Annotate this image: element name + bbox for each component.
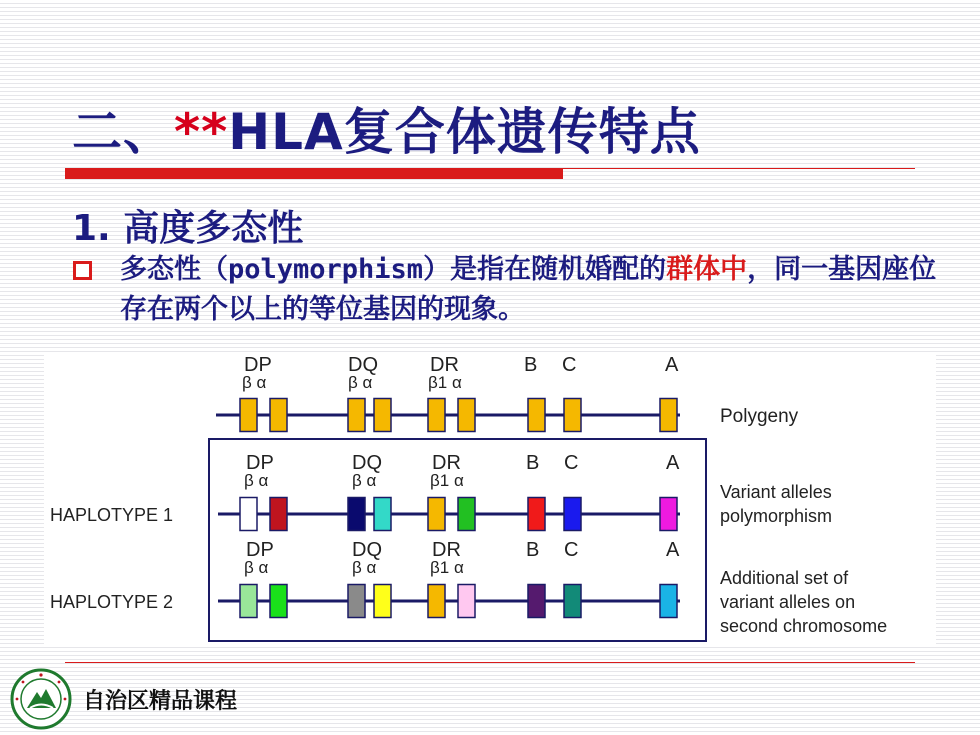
haplotype2-gene-dq-alpha xyxy=(374,585,391,618)
polygeny-gene-c xyxy=(564,399,581,432)
polygeny-gene-dr-beta1 xyxy=(428,399,445,432)
subheading: 1. 高度多态性 xyxy=(72,208,304,249)
h1-locus-sub-dr: β1 α xyxy=(430,471,464,490)
locus-name-dq: DQ xyxy=(348,354,378,376)
bullet-paragraph xyxy=(120,250,940,330)
hla-gene-map-figure xyxy=(44,352,936,644)
haplotype2-note-line2: variant alleles on xyxy=(720,592,856,612)
locus-name-dr: DR xyxy=(430,354,459,376)
haplotype1-note-line2: polymorphism xyxy=(720,506,833,526)
polygeny-label: Polygeny xyxy=(720,406,799,427)
haplotype1-gene-dr-alpha xyxy=(458,498,475,531)
h1-locus-name-dr: DR xyxy=(432,452,461,474)
h1-locus-sub-dp: β α xyxy=(244,471,269,490)
title-stars: ** xyxy=(174,103,229,161)
title-underline-bar xyxy=(65,168,563,179)
locus-sub-dr: β1 α xyxy=(428,373,462,392)
haplotype1-gene-dq-alpha xyxy=(374,498,391,531)
h2-locus-name-c: C xyxy=(564,539,579,561)
haplotype1-gene-dr-beta1 xyxy=(428,498,445,531)
polygeny-gene-b xyxy=(528,399,545,432)
bullet-text-part2: ，同一基因座位存在两个以上的等位基因的现象。 xyxy=(120,254,937,325)
title-prefix: 二、 xyxy=(72,103,174,161)
h2-locus-name-dq: DQ xyxy=(352,539,382,561)
bullet-square-icon xyxy=(73,261,92,280)
haplotype2-gene-dr-beta1 xyxy=(428,585,445,618)
h1-locus-sub-dq: β α xyxy=(352,471,377,490)
h1-locus-name-c: C xyxy=(564,452,579,474)
haplotype1-gene-b xyxy=(528,498,545,531)
bullet-text-part1: 多态性（polymorphism）是指在随机婚配的 xyxy=(120,254,667,285)
haplotype1-header xyxy=(244,452,680,490)
haplotype1-note-line1: Variant alleles xyxy=(720,482,832,502)
haplotype1-gene-dp-beta xyxy=(240,498,257,531)
h1-locus-name-dq: DQ xyxy=(352,452,382,474)
haplotype1-gene-c xyxy=(564,498,581,531)
h2-locus-name-dp: DP xyxy=(246,539,274,561)
haplotype2-gene-a xyxy=(660,585,677,618)
haplotype1-gene-a xyxy=(660,498,677,531)
polygeny-gene-dr-alpha xyxy=(458,399,475,432)
polygeny-gene-dp-alpha xyxy=(270,399,287,432)
haplotype1-label: HAPLOTYPE 1 xyxy=(50,505,174,525)
haplotype1-gene-dq-beta xyxy=(348,498,365,531)
locus-sub-dq: β α xyxy=(348,373,373,392)
polygeny-gene-dq-alpha xyxy=(374,399,391,432)
slide-title xyxy=(72,92,701,164)
h1-locus-name-a: A xyxy=(666,452,680,474)
polygeny-gene-a xyxy=(660,399,677,432)
locus-name-c: C xyxy=(562,354,577,376)
polygeny-gene-dp-beta xyxy=(240,399,257,432)
locus-name-b: B xyxy=(524,354,538,376)
title-main: HLA复合体遗传特点 xyxy=(228,103,701,161)
haplotype2-gene-c xyxy=(564,585,581,618)
footer-rule xyxy=(65,662,915,663)
haplotype2-label: HAPLOTYPE 2 xyxy=(50,592,174,612)
haplotype2-gene-dp-beta xyxy=(240,585,257,618)
locus-name-a: A xyxy=(665,354,679,376)
haplotype2-gene-dq-beta xyxy=(348,585,365,618)
h1-locus-name-b: B xyxy=(526,452,540,474)
university-seal-icon xyxy=(10,668,72,730)
haplotype2-gene-b xyxy=(528,585,545,618)
h1-locus-name-dp: DP xyxy=(246,452,274,474)
locus-name-dp: DP xyxy=(244,354,272,376)
haplotype2-note-line1: Additional set of xyxy=(720,568,849,588)
h2-locus-name-dr: DR xyxy=(432,539,461,561)
h2-locus-sub-dp: β α xyxy=(244,558,269,577)
haplotype2-gene-dr-alpha xyxy=(458,585,475,618)
h2-locus-sub-dr: β1 α xyxy=(430,558,464,577)
polygeny-gene-dq-beta xyxy=(348,399,365,432)
haplotype1-gene-dp-alpha xyxy=(270,498,287,531)
title-underline-rule xyxy=(563,168,915,169)
h2-locus-name-b: B xyxy=(526,539,540,561)
haplotype2-gene-dp-alpha xyxy=(270,585,287,618)
haplotype2-note-line3: second chromosome xyxy=(720,616,888,636)
footer-course-label: 自治区精品课程 xyxy=(83,689,238,714)
locus-sub-dp: β α xyxy=(242,373,267,392)
h2-locus-sub-dq: β α xyxy=(352,558,377,577)
bullet-highlight: 群体中 xyxy=(666,254,748,285)
polygeny-header xyxy=(242,354,679,392)
haplotype2-header xyxy=(244,539,680,577)
h2-locus-name-a: A xyxy=(666,539,680,561)
